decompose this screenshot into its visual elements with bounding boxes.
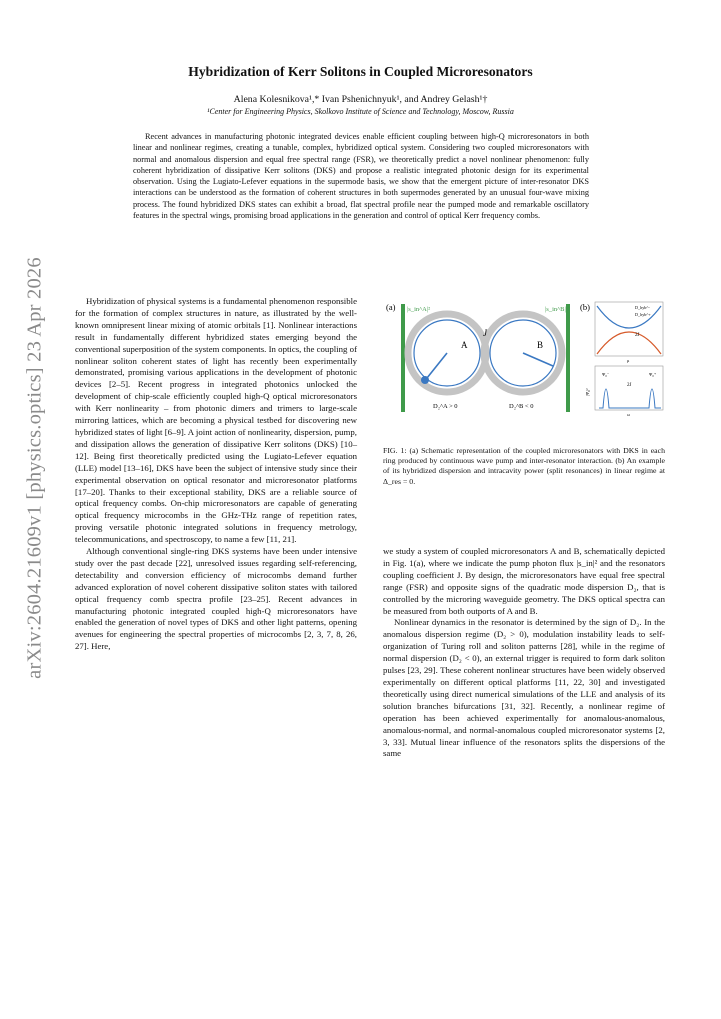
affiliation: ¹Center for Engineering Physics, Skolkovo Institute of Science and Technology, Moscow, Russia [207,107,514,116]
author-list: Alena Kolesnikova¹,* Ivan Pshenichnyuk¹, and Andrey Gelash¹† [233,94,488,105]
waveguide-b [566,304,570,412]
mu-axis-label: μ [627,358,630,363]
ring-b-dispersion: D₂^B < 0 [509,403,534,410]
ring-a-label: A [461,340,468,350]
split-label-2: 2J [627,383,632,388]
flux-a-label: |s_in^A|² [407,306,431,313]
psi-minus-label: Ψ₀⁻ [602,372,610,377]
waveguide-a [401,304,405,412]
legend-minus: D_hyb^- [635,305,650,310]
dispersion-curve-minus [597,306,661,328]
omega-axis-label: ω [627,412,630,416]
ring-b-label: B [537,340,544,350]
abstract: Recent advances in manufacturing photonic integrated devices enable efficient coupling between high-Q microresonators in both linear and nonlinear regimes, creating a tunable, complex, hybridized optical system. Considering two coupled microresonators with normal and anomalous dispersion and equal free spectral range (FSR), we theoretically predict a novel nonlinear phenomenon: fully coherent hybridization of dissipative Kerr solitons (DKS) and propose a realistic integrated photonic design for its experimental observation. Using the Lugiato-Lefever equations in the supermode basis, we show that the emergent picture of inter-resonator DKS interactions can be understood as the formation of coherent structures in both supermodes generated by an unusual four-wave mixing process. The found hybridized DKS states can exhibit a broad, flat spectral profile near the pumped mode and remarkable oscillatory features in the spectral wings, promising broad applications in the generation and control of optical Kerr frequency combs. [133,132,589,220]
paragraph: we study a system of coupled microresonators A and B, schematically depicted in Fig. 1(a), where we indicate the pump photon flux |s_in|² and the resonators coupling coefficient J. By design, the microresonators have equal free spectral range (FSR) and opposite signs of the quadratic mode dispersion D₂, that is controlled by the microring waveguide geometry. The DKS optical spectra can be measured from both outports of A and B. [383,546,665,616]
paragraph: Although conventional single-ring DKS systems have been under intensive study over the past decade [22], unresolved issues regarding self-referencing, detectability and conversion efficiency of microcombs demand further advanced exploration of novel coherent dissipative soliton states with tailored optical frequency comb spectra profile [23–25]. Recent advances in manufacturing photonic integrated coupled high-Q microresonators have enabled the generation of novel types of DKS and other light patterns, opening avenues for engineering the spectral properties of microcombs [2, 3, 7, 8, 26, 27]. Here, [75,546,357,652]
ring-b-soliton [523,353,553,366]
coupling-label: J [483,328,487,338]
psi-plus-label: Ψ₀⁺ [649,372,657,377]
ring-a-dispersion: D₂^A > 0 [433,403,458,410]
dispersion-plot-frame [595,302,663,356]
body-column-left [75,296,357,653]
panel-b-label: (b) [580,302,590,312]
power-axis-label: |Ψ₀|² [585,388,590,396]
arxiv-identifier [22,258,48,678]
dispersion-curve-plus [597,332,661,354]
ring-a-dks-dot [421,376,429,384]
paragraph: Nonlinear dynamics in the resonator is determined by the sign of D₂. In the anomalous dispersion regime (D₂ > 0), modulation instability leads to self-organization of Turing roll and soliton patterns [28], while in the regime of normal dispersion (D₂ < 0), an external trigger is required to form dark soliton pulses [23, 29]. These coherent nonlinear structures have been widely observed experimentally on different optical platforms [11, 22, 30] and investigated theoretically using direct numerical simulations of the LLE and analysis of its solution branches bifurcations [31, 32]. Recently, a nonlinear regime of operation has been achieved experimentally for anomalous-anomalous, anomalous-normal, and normal-anomalous coupled microresonator systems [2, 3, 33]. Mutual linear influence of the resonators splits the dispersions of the same [383,617,665,759]
paragraph: Hybridization of physical systems is a fundamental phenomenon responsible for the formation of complex structures in nature, as illustrated by the well-known omnipresent linear mixing of atomic orbitals [1]. Nonlinear interactions result in fundamentally different hybridized states emerging beyond the conventional superposition of the system components. In optics, the coupling of nonlinear soliton coherent states of light has recently been experimentally demonstrated, promising various applications in the development of photonic devices [2–5]. Recent progress in integrated photonics unlocked the development of chip-scale efficiently coupled high-Q optical microresonators with Kerr nonlinearity – from photonic dimers and trimers to large-scale mirroring lattices, which are becoming a physical testbed for discovering new hybridized states of light [6–9]. A joint action of nonlinearity, dispersion, pump, and dissipation allows the generation of dissipative Kerr solitons (DKS) [10–12]. Being first theoretically predicted using the Lugiato-Lefever equation (LLE) model [13–16], DKS have been the subject of intensive study since their experimental observation on optical resonator and microresonator platforms [17–20]. Thanks to their exceptional stability, DKS are a reliable source of optical frequency combs. On-chip microresonators are capable of generating optical frequency microcombs in the GHz-THz range of repetition rates, proving versatile photonic integrated solutions in frequency metrology, telecommunications, and spectroscopy, to name a few [11, 21]. [75,296,357,545]
arxiv-id-text: arXiv:2604.21609v1 [physics.optics] 23 Apr 2026 [23,257,46,679]
figure-1 [383,298,665,416]
panel-a-label: (a) [386,302,396,312]
body-column-right [383,546,665,760]
resonance-curve [599,389,661,408]
ring-a-soliton [427,353,447,378]
figure-caption: FIG. 1: (a) Schematic representation of the coupled microresonators with DKS in each ring produced by continuous wave pump and inter-resonator interaction. (b) An example of its hybridized dispersion and intracavity power (split resonances) in linear regime at Δ_res = 0. [383,446,665,486]
paper-title: Hybridization of Kerr Solitons in Coupled Microresonators [188,64,533,79]
legend-plus: D_hyb^+ [635,312,651,317]
split-label: 2J [635,333,640,338]
flux-b-label: |s_in^B|² [545,306,568,313]
